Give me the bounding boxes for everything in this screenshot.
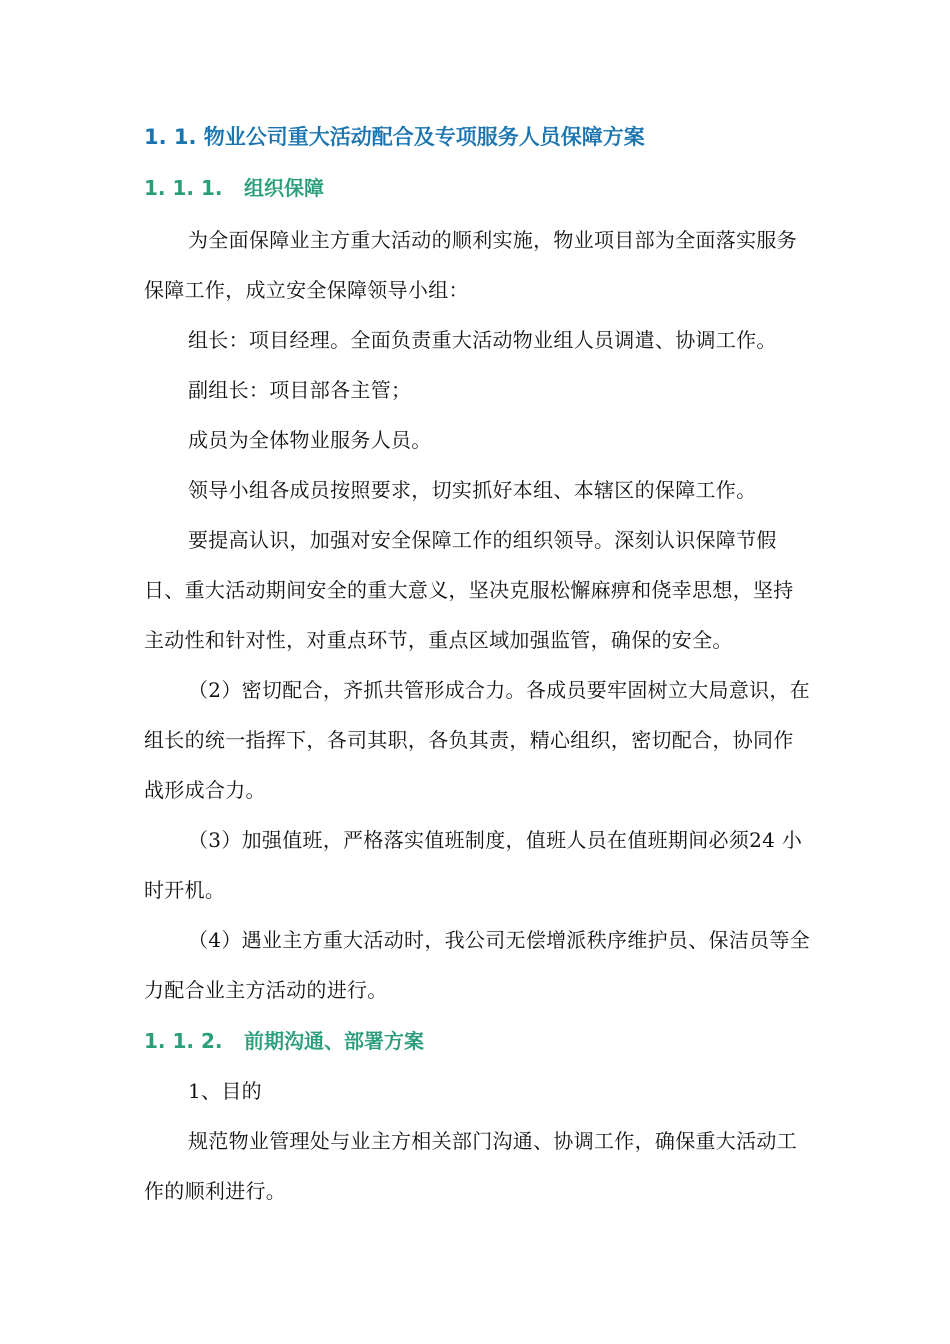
- section-number: 1. 1. 1.: [144, 176, 223, 200]
- section-heading-communication: [144, 1026, 424, 1056]
- paragraph: 成员为全体物业服务人员。: [188, 428, 432, 452]
- paragraph: （3）加强值班，严格落实值班制度，值班人员在值班期间必须24 小时开机。: [144, 828, 803, 902]
- paragraph: （2）密切配合，齐抓共管形成合力。各成员要牢固树立大局意识，在组长的统一指挥下，各司其职，各负其责，精心组织，密切配合，协同作战形成合力。: [144, 678, 811, 802]
- section-heading-organization: [144, 173, 324, 203]
- section-number: 1. 1. 2.: [144, 1029, 223, 1053]
- section-heading-text: 前期沟通、部署方案: [244, 1029, 424, 1053]
- paragraph: 为全面保障业主方重大活动的顺利实施，物业项目部为全面落实服务保障工作，成立安全保障领导小组：: [144, 228, 797, 302]
- document-title: 1. 1. 物业公司重大活动配合及专项服务人员保障方案: [144, 125, 645, 149]
- paragraph: （4）遇业主方重大活动时，我公司无偿增派秩序维护员、保洁员等全力配合业主方活动的进行。: [144, 928, 811, 1002]
- section-body-communication: [144, 1066, 812, 1216]
- section-heading-text: 组织保障: [244, 176, 324, 200]
- paragraph: 领导小组各成员按照要求，切实抓好本组、本辖区的保障工作。: [188, 478, 757, 502]
- paragraph: 要提高认识，加强对安全保障工作的组织领导。深刻认识保障节假日、重大活动期间安全的重大意义，坚决克服松懈麻痹和侥幸思想，坚持主动性和针对性，对重点环节，重点区域加强监管，确保的安全。: [144, 528, 794, 652]
- paragraph: 1、目的: [188, 1079, 262, 1103]
- paragraph: 规范物业管理处与业主方相关部门沟通、协调工作，确保重大活动工作的顺利进行。: [144, 1129, 797, 1203]
- paragraph: 副组长：项目部各主管；: [188, 378, 412, 402]
- section-body-organization: [144, 215, 812, 1015]
- paragraph: 组长：项目经理。全面负责重大活动物业组人员调遣、协调工作。: [188, 328, 777, 352]
